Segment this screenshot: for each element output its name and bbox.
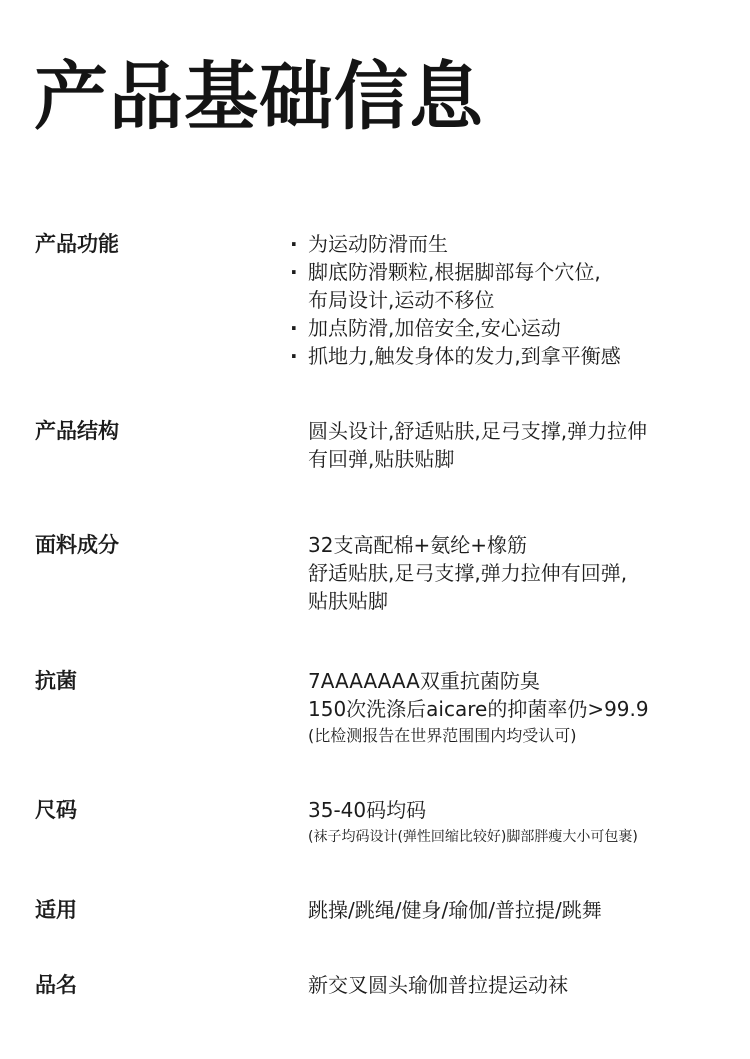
value-line	[290, 230, 740, 258]
row-label: 产品功能	[35, 232, 119, 256]
row-value-list	[290, 417, 740, 473]
value-note: (袜子均码设计(弹性回缩比较好)脚部胖瘦大小可包裹)	[308, 829, 638, 845]
page-title: 产品基础信息	[34, 54, 484, 140]
value-line	[290, 258, 740, 286]
bullet-dot: ·	[290, 232, 298, 256]
row-label: 抗菌	[35, 669, 77, 693]
value-line	[290, 417, 740, 445]
value-line	[290, 342, 740, 370]
value-line	[290, 695, 740, 723]
bullet-dot: ·	[290, 344, 298, 368]
value-text: 为运动防滑而生	[308, 232, 448, 256]
row-value-list	[290, 796, 740, 850]
value-line	[290, 667, 740, 695]
value-text: 跳操/跳绳/健身/瑜伽/普拉提/跳舞	[308, 898, 602, 922]
value-text: 32支高配棉+氨纶+橡筋	[308, 533, 527, 557]
value-text: 舒适贴肤,足弓支撑,弹力拉伸有回弹,	[308, 561, 628, 585]
value-text: 35-40码均码	[308, 798, 427, 822]
value-text: 7AAAAAAA双重抗菌防臭	[308, 669, 540, 693]
value-note: (比检测报告在世界范围围内均受认可)	[308, 726, 577, 745]
value-text: 有回弹,贴肤贴脚	[308, 447, 455, 471]
row-label: 品名	[35, 973, 77, 997]
value-line	[290, 286, 740, 314]
value-text: 脚底防滑颗粒,根据脚部每个穴位,	[308, 260, 601, 284]
row-label: 面料成分	[35, 533, 119, 557]
row-value-list	[290, 230, 740, 370]
value-line	[290, 971, 740, 999]
value-text: 贴肤贴脚	[308, 589, 388, 613]
value-text: 加点防滑,加倍安全,安心运动	[308, 316, 561, 340]
value-text: 150次洗涤后aicare的抑菌率仍>99.9	[308, 697, 649, 721]
value-line	[290, 314, 740, 342]
row-value-list	[290, 531, 740, 615]
value-text: 新交叉圆头瑜伽普拉提运动袜	[308, 973, 568, 997]
value-text: 布局设计,运动不移位	[308, 288, 495, 312]
row-value-list	[290, 971, 740, 999]
value-line	[290, 824, 740, 850]
value-line	[290, 896, 740, 924]
bullet-dot: ·	[290, 260, 298, 284]
row-label: 适用	[35, 898, 77, 922]
value-line	[290, 587, 740, 615]
row-value-list	[290, 896, 740, 924]
row-value-list	[290, 667, 740, 749]
value-text: 抓地力,触发身体的发力,到拿平衡感	[308, 344, 621, 368]
value-line	[290, 445, 740, 473]
value-text: 圆头设计,舒适贴肤,足弓支撑,弹力拉伸	[308, 419, 648, 443]
value-line	[290, 531, 740, 559]
bullet-dot: ·	[290, 316, 298, 340]
row-label: 产品结构	[35, 419, 119, 443]
value-line	[290, 796, 740, 824]
value-line	[290, 559, 740, 587]
row-label: 尺码	[35, 798, 77, 822]
value-line	[290, 723, 740, 749]
